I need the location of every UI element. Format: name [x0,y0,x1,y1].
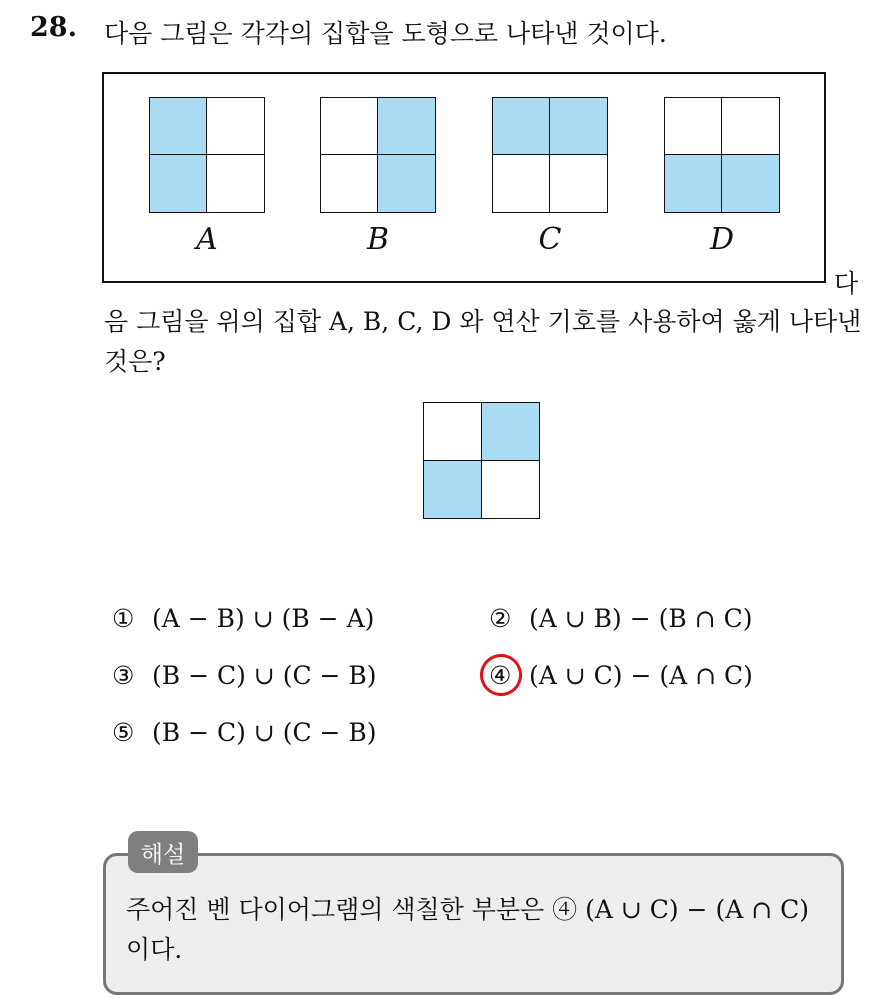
question-line-3: 것은? [104,347,166,376]
grid-cell-top-left [150,98,207,155]
solution-line-1: 주어진 벤 다이어그램의 색칠한 부분은 ④ (A ∪ C) − (A ∩ C) [126,895,809,924]
grid-cell-bottom-left [493,155,550,212]
answer-circle-mark [474,648,528,702]
set-figure-d [664,97,780,213]
option-2-mark: ② [489,604,512,633]
option-1[interactable] [112,604,374,633]
option-4-mark: ④ [489,661,512,690]
option-4[interactable] [489,661,753,690]
set-figure-a [149,97,265,213]
solution-tag: 해설 [128,831,198,873]
grid-cell-top-right [722,98,779,155]
grid-cell-top-left [424,403,482,461]
question-line-end: 다 [834,269,859,298]
set-label-a: A [196,222,218,257]
grid-cell-bottom-right [207,155,264,212]
grid-cell-bottom-left [321,155,378,212]
question-intro: 다음 그림은 각각의 집합을 도형으로 나타낸 것이다. [104,19,667,48]
target-figure [423,402,540,519]
option-3[interactable] [112,661,377,690]
option-5-expr: (B − C) ∪ (C − B) [152,718,377,747]
option-5-mark: ⑤ [112,718,135,747]
grid-cell-top-left [665,98,722,155]
option-4-expr: (A ∪ C) − (A ∩ C) [529,661,753,690]
grid-cell-bottom-right [722,155,779,212]
grid-cell-bottom-right [550,155,607,212]
option-1-expr: (A − B) ∪ (B − A) [152,604,375,633]
grid-cell-bottom-left [665,155,722,212]
question-number: 28. [30,12,77,43]
question-line-2: 음 그림을 위의 집합 A, B, C, D 와 연산 기호를 사용하여 옳게 나타낸 [104,307,862,336]
solution-line-2: 이다. [126,935,183,964]
grid-cell-top-left [321,98,378,155]
option-3-expr: (B − C) ∪ (C − B) [152,661,377,690]
grid-cell-top-right [482,403,540,461]
grid-cell-bottom-left [424,461,482,519]
set-figure-c [492,97,608,213]
option-3-mark: ③ [112,661,135,690]
grid-cell-bottom-right [482,461,540,519]
grid-cell-bottom-right [378,155,435,212]
set-label-d: D [709,222,735,257]
grid-cell-top-left [493,98,550,155]
option-1-mark: ① [112,604,135,633]
grid-cell-top-right [378,98,435,155]
option-2-expr: (A ∪ B) − (B ∩ C) [529,604,753,633]
option-2[interactable] [489,604,752,633]
option-5[interactable] [112,718,377,747]
set-figure-b [320,97,436,213]
set-label-c: C [538,222,562,257]
set-label-b: B [366,222,390,257]
grid-cell-top-right [207,98,264,155]
grid-cell-bottom-left [150,155,207,212]
grid-cell-top-right [550,98,607,155]
